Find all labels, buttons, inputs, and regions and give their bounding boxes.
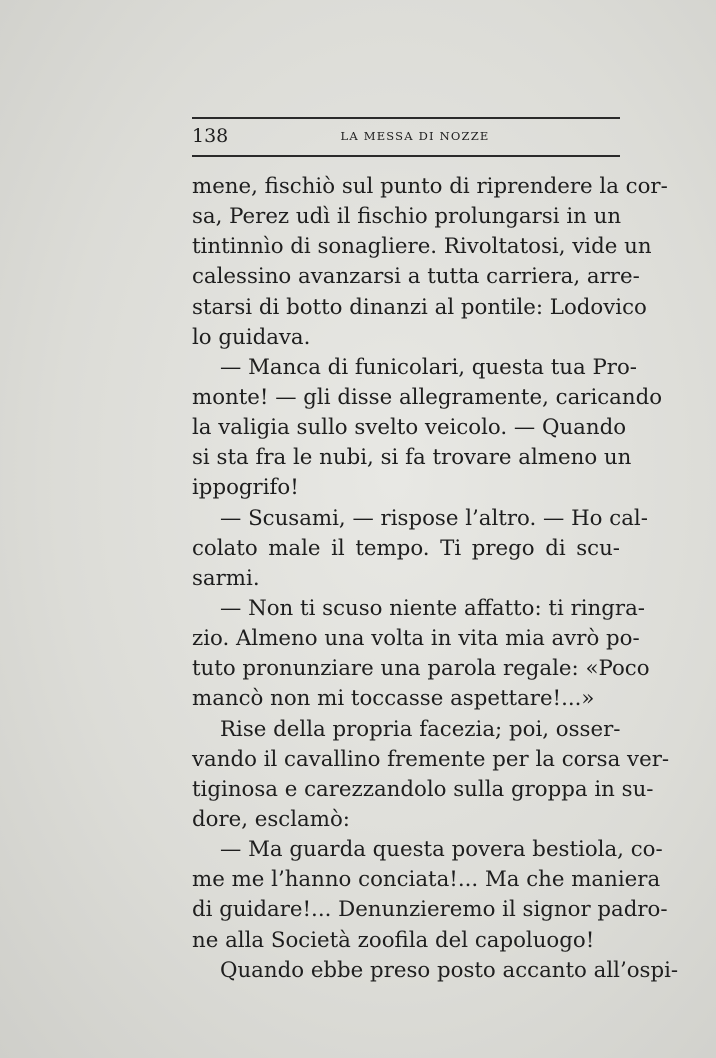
text-line: dore, esclamò: [192, 806, 350, 832]
running-title: LA MESSA DI NOZZE [340, 129, 490, 143]
text-line: tintinnìo di sonagliere. Rivoltatosi, vide un [192, 234, 652, 260]
text-line: monte! — gli disse allegramente, caricando [192, 384, 663, 410]
text-line: di guidare!... Denunzieremo il signor padro- [192, 897, 668, 923]
text-line: tiginosa e carezzandolo sulla groppa in su- [192, 776, 654, 802]
text-line: la valigia sullo svelto veicolo. — Quando [192, 415, 627, 441]
text-line: Rise della propria facezia; poi, osser- [220, 716, 621, 742]
text-line: mancò non mi toccasse aspettare!...» [192, 686, 595, 712]
text-line: ne alla Società zoofila del capoluogo! [192, 927, 595, 953]
text-line: — Ma guarda questa povera bestiola, co- [220, 837, 663, 863]
text-line: Quando ebbe preso posto accanto all’ospi- [220, 957, 679, 983]
text-line: sarmi. [192, 565, 260, 591]
page-header [192, 124, 620, 148]
header-bottom-rule [192, 155, 620, 157]
text-line: starsi di botto dinanzi al pontile: Lodovico [192, 294, 647, 320]
text-line: si sta fra le nubi, si fa trovare almeno un [192, 445, 632, 471]
page-number: 138 [192, 125, 229, 147]
header-top-rule [192, 117, 620, 119]
text-line: colato male il tempo. Ti prego di scu- [192, 535, 620, 561]
text-line: — Manca di funicolari, questa tua Pro- [220, 354, 637, 380]
text-line: — Scusami, — rispose l’altro. — Ho cal- [220, 505, 648, 531]
text-line: me me l’hanno conciata!... Ma che maniera [192, 867, 661, 893]
text-line: ippogrifo! [192, 475, 299, 501]
text-line: vando il cavallino fremente per la corsa ver- [192, 746, 670, 772]
text-line: sa, Perez udì il fischio prolungarsi in un [192, 204, 622, 230]
text-line: lo guidava. [192, 324, 311, 350]
text-line: calessino avanzarsi a tutta carriera, arre- [192, 264, 640, 290]
text-line: mene, fischiò sul punto di riprendere la cor- [192, 174, 668, 199]
text-line: tuto pronunziare una parola regale: «Poco [192, 656, 650, 682]
text-line: zio. Almeno una volta in vita mia avrò po- [192, 626, 640, 652]
body-text [192, 172, 679, 986]
text-line: — Non ti scuso niente affatto: ti ringra- [220, 595, 645, 621]
